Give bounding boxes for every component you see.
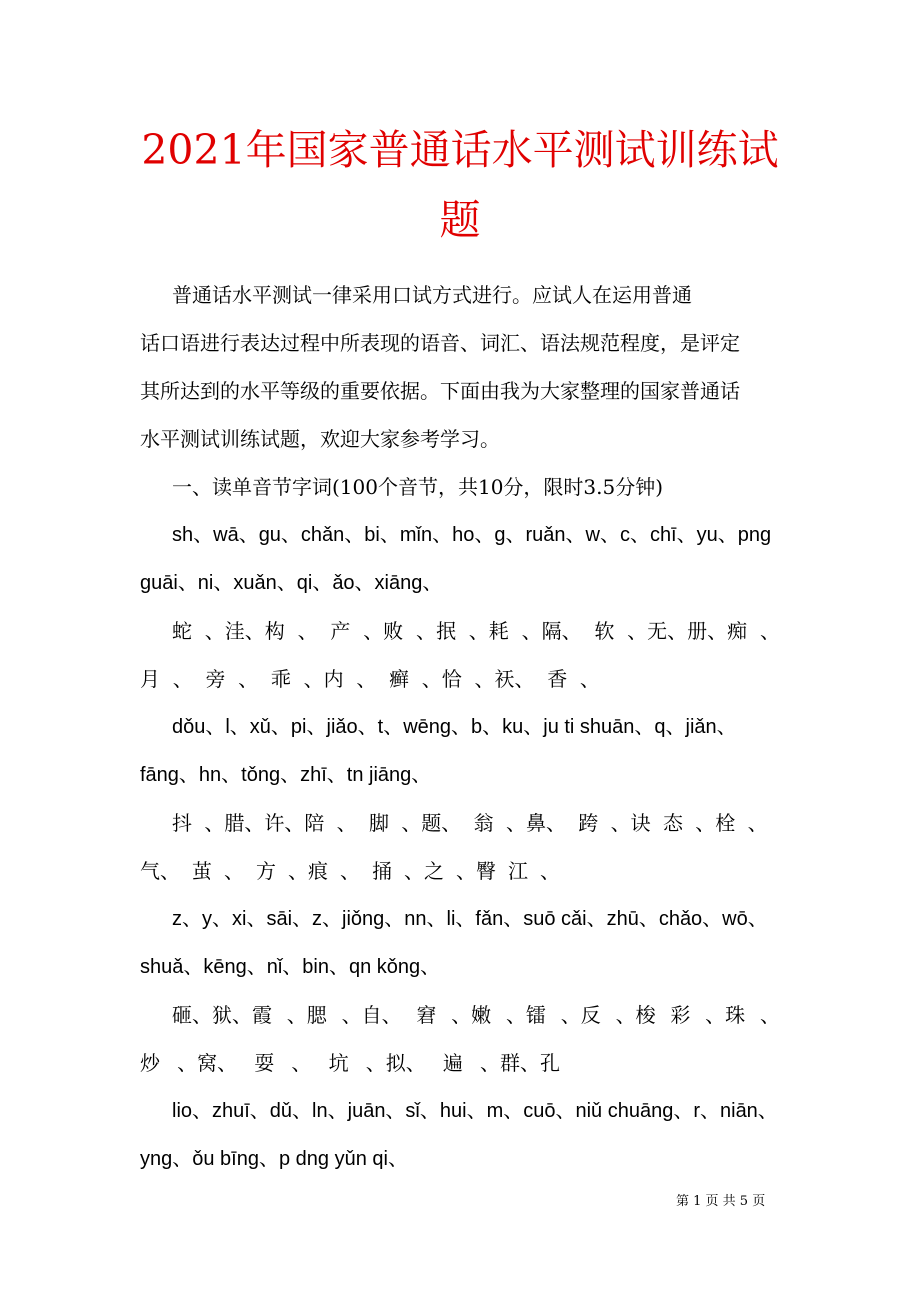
character-group: 月 [140,667,160,691]
character-group: 、群、孔 [479,1051,560,1075]
character-group: 、 [759,1003,780,1027]
character-group: 、内 [303,667,344,691]
character-group: 、腊、许、陪 [204,811,325,835]
character-group: 、 [336,811,357,835]
document-title-line-2: 题 [439,196,481,244]
character-group: 、 [238,667,259,691]
pinyin-line: z、y、xi、sāi、z、jiǒng、nn、li、fǎn、suō cǎi、zhū、chǎo、wō、 [172,908,768,930]
character-group: 、 [340,859,360,883]
character-group: 、无、册、痴 [627,619,748,643]
intro-line-4: 水平测试训练试题，欢迎大家参考学习。 [140,427,500,451]
character-group: 、败 [363,619,404,643]
character-group: 、之 [404,859,444,883]
character-group: 茧 [192,859,212,883]
character-group: 、 [297,619,318,643]
character-group: 、抿 [415,619,456,643]
document-title-line-1: 2021年国家普通话水平测试训练试 [141,126,779,174]
character-group: 炒 [140,1051,160,1075]
character-group: 、自、 [341,1003,402,1027]
section-heading: 一、读单音节字词(100个音节，共10分，限时3.5分钟) [172,475,664,499]
character-group: 、栓 [695,811,736,835]
character-group: 、珠 [705,1003,746,1027]
character-group: 、窝、 [177,1051,238,1075]
intro-line-1: 普通话水平测试一律采用口试方式进行。应试人在运用普通 [172,283,692,307]
character-group: 、梭 [615,1003,656,1027]
intro-line-2: 话口语进行表达过程中所表现的语音、词汇、语法规范程度，是评定 [140,331,740,355]
character-group: 抖 [172,811,192,835]
character-group: 、题、 [401,811,462,835]
character-line [172,809,780,837]
intro-line-3: 其所达到的水平等级的重要依据。下面由我为大家整理的国家普通话 [140,379,740,403]
pinyin-line: lio、zhuī、dǔ、ln、juān、sǐ、hui、m、cuō、niǔ chuāng、r、niān、 [172,1100,778,1122]
character-group: 窘 [416,1003,437,1027]
character-group: 翁 [473,811,494,835]
character-group: 遍 [442,1051,463,1075]
pinyin-line: guāi、ni、xuǎn、qi、ǎo、xiāng、 [140,572,443,594]
character-group: 坑 [328,1051,349,1075]
character-group: 、 [540,859,560,883]
character-group: 、诀 [610,811,651,835]
character-group: 、腮 [286,1003,327,1027]
character-group: 、臀 [456,859,496,883]
character-group: 气、 [140,859,180,883]
character-line [172,617,780,645]
character-group: 、 [172,667,193,691]
character-group: 、 [224,859,244,883]
character-group: 、 [747,811,768,835]
character-group: 、祆、 [474,667,535,691]
pinyin-line: fāng、hn、tǒng、zhī、tn jiāng、 [140,764,432,786]
character-line [140,857,560,885]
character-group: 、 [291,1051,312,1075]
character-group: 跨 [578,811,599,835]
character-group: 、隔、 [521,619,582,643]
character-group: 方 [256,859,276,883]
character-group: 、恰 [421,667,462,691]
pinyin-line: shuǎ、kēng、nǐ、bin、qn kǒng、 [140,956,441,978]
character-group: 态 [662,811,683,835]
character-group: 、耗 [468,619,509,643]
character-group: 捅 [372,859,392,883]
character-group: 、嫩 [451,1003,492,1027]
character-group: 癣 [389,667,410,691]
character-group: 、镭 [505,1003,546,1027]
character-group: 蛇 [172,619,192,643]
character-line [140,665,600,693]
pinyin-line: yng、ǒu bīng、p dng yǔn qi、 [140,1148,408,1170]
character-line [140,1049,560,1077]
pinyin-line: dǒu、l、xǔ、pi、jiǎo、t、wēng、b、ku、ju ti shuān、q、jiǎn、 [172,716,737,738]
page-number-footer: 第 1 页 共 5 页 [676,1194,766,1209]
character-group: 香 [547,667,568,691]
character-line [172,1001,780,1029]
character-group: 、 [759,619,780,643]
character-group: 彩 [670,1003,691,1027]
pinyin-line: sh、wā、gu、chǎn、bi、mǐn、ho、g、ruǎn、w、c、chī、yu、png [172,524,772,546]
character-group: 乖 [270,667,291,691]
character-group: 、 [579,667,600,691]
character-group: 软 [594,619,615,643]
character-group: 、拟、 [365,1051,426,1075]
character-group: 脚 [368,811,389,835]
character-group: 、痕 [288,859,328,883]
character-group: 旁 [205,667,226,691]
character-group: 江 [508,859,528,883]
character-group: 、洼、构 [204,619,285,643]
character-group: 砸、狱、霞 [172,1003,272,1027]
character-group: 、鼻、 [505,811,566,835]
character-group: 耍 [254,1051,275,1075]
character-group: 、 [356,667,377,691]
character-group: 产 [330,619,351,643]
character-group: 、反 [560,1003,601,1027]
